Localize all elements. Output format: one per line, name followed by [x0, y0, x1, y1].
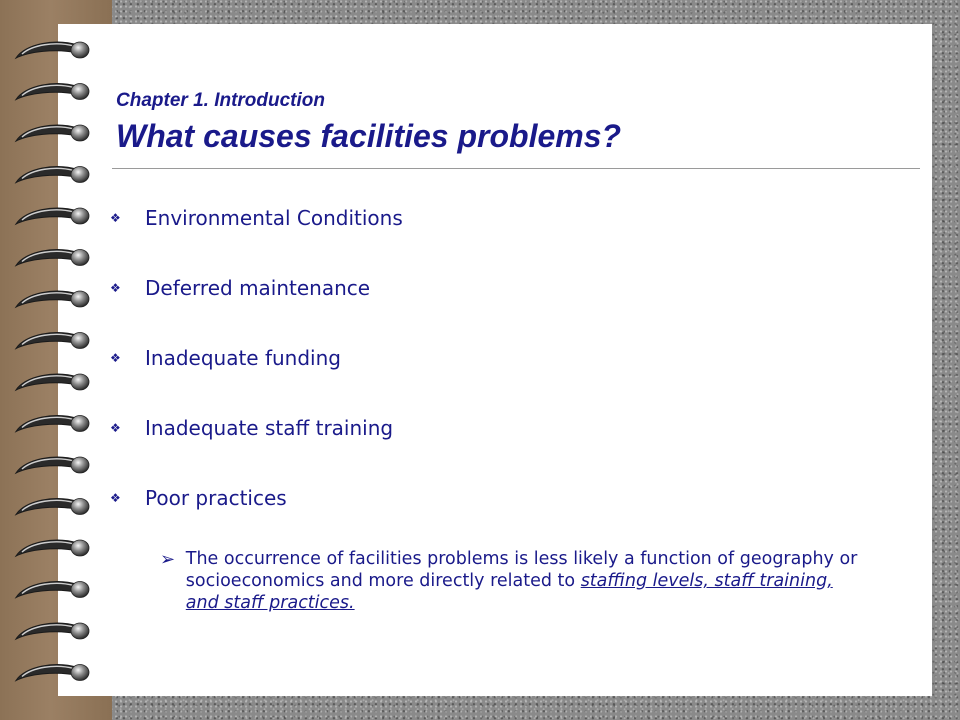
- diamond-bullet-icon: ❖: [110, 421, 121, 435]
- bullet-label: Poor practices: [145, 486, 287, 510]
- spiral-ring-icon: [16, 374, 89, 390]
- spiral-ring-icon: [16, 167, 89, 183]
- sub-bullet-text: [186, 548, 860, 614]
- diamond-bullet-icon: ❖: [110, 211, 121, 225]
- diamond-bullet-icon: ❖: [110, 491, 121, 505]
- sub-bullet-body: The occurrence of facilities problems is less likely a function of geography or socioeconomics and more directly related to: [185, 549, 858, 591]
- bullet-item: [108, 270, 403, 340]
- spiral-binding: [0, 0, 120, 720]
- spiral-ring-icon: [16, 623, 89, 639]
- sub-bullet-item: [160, 548, 860, 614]
- bullet-label: Environmental Conditions: [145, 206, 403, 230]
- spiral-ring-icon: [16, 84, 89, 100]
- chapter-subtitle: Chapter 1. Introduction: [116, 90, 325, 111]
- spiral-ring-icon: [16, 42, 89, 58]
- spiral-ring-icon: [16, 416, 89, 432]
- bullet-item: [108, 340, 403, 410]
- spiral-ring-icon: [16, 457, 89, 473]
- spiral-ring-icon: [16, 540, 89, 556]
- spiral-ring-icon: [16, 333, 89, 349]
- bullet-item: [108, 200, 403, 270]
- spiral-ring-icon: [16, 208, 89, 224]
- spiral-ring-icon: [16, 499, 89, 515]
- spiral-ring-icon: [16, 291, 89, 307]
- bullet-item: [108, 480, 403, 550]
- spiral-ring-icon: [16, 665, 89, 681]
- bullet-list: [108, 200, 403, 550]
- bullet-label: Inadequate funding: [145, 346, 341, 370]
- arrow-bullet-icon: ➢: [160, 549, 176, 570]
- diamond-bullet-icon: ❖: [110, 281, 121, 295]
- bullet-label: Inadequate staff training: [145, 416, 394, 440]
- spiral-ring-icon: [16, 582, 89, 598]
- title-divider: [112, 168, 920, 169]
- sub-bullet-emphasis: staffing levels, staff training, and staff practices.: [185, 571, 833, 613]
- bullet-label: Deferred maintenance: [145, 276, 371, 300]
- spiral-ring-icon: [16, 125, 89, 141]
- bullet-item: [108, 410, 403, 480]
- diamond-bullet-icon: ❖: [110, 351, 121, 365]
- spiral-ring-icon: [16, 250, 89, 266]
- slide-title: What causes facilities problems?: [116, 118, 622, 154]
